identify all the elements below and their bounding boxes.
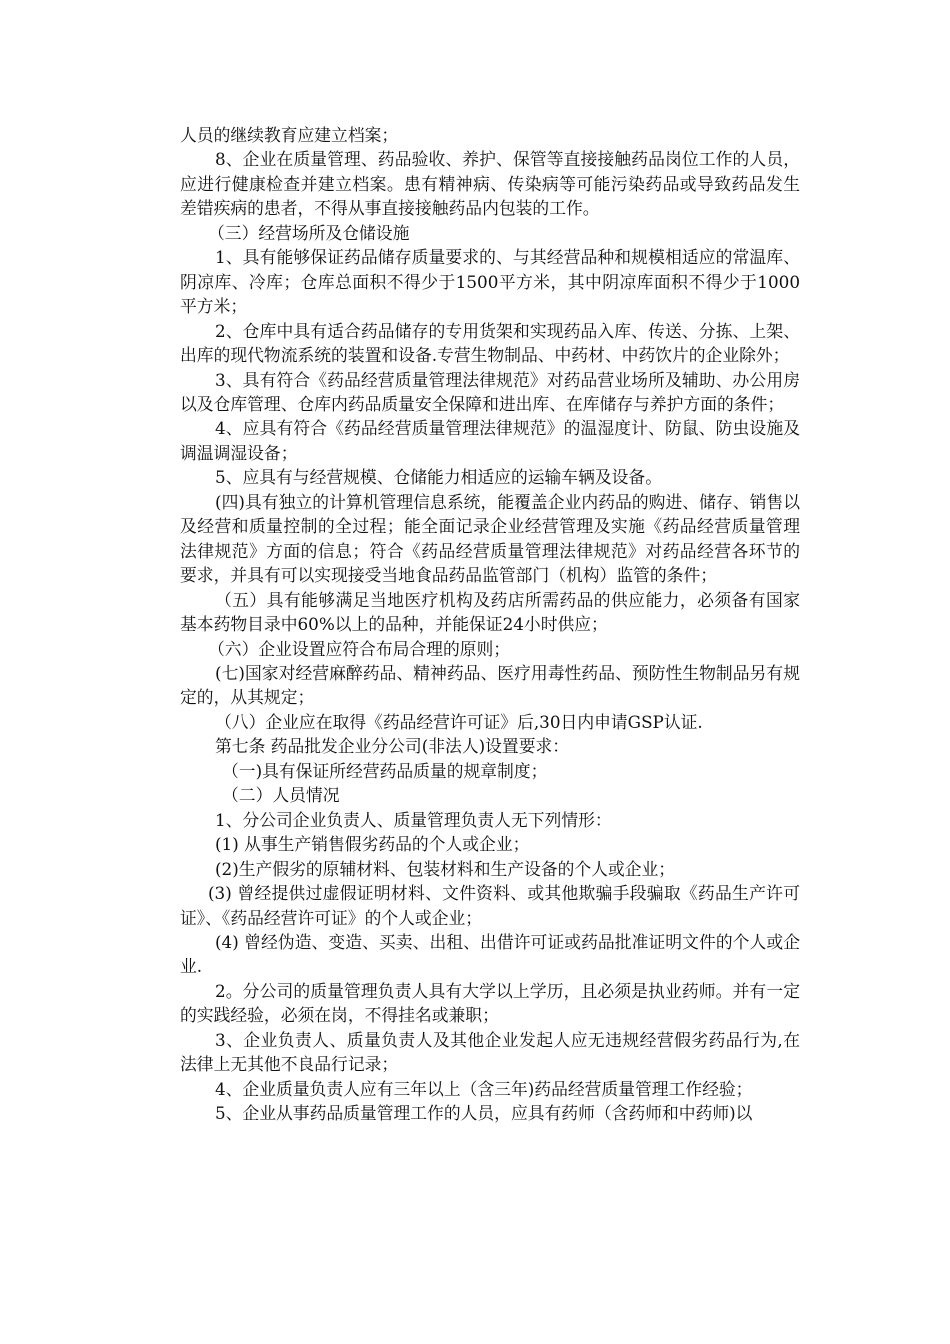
- article-heading-14: 第七条 药品批发企业分公司(非法人)设置要求：: [215, 736, 570, 757]
- paragraph-24: 4、企业质量负责人应有三年以上（含三年)药品经营质量管理工作经验；: [215, 1078, 753, 1099]
- section-heading-16: （二）人员情况: [222, 785, 340, 806]
- paragraph-5: 2、仓库中具有适合药品储存的专用货架和实现药品入库、传送、分拣、上架、出库的现代物流系统的装置和设备.专营生物制品、中药材、中药饮片的企业除外；: [180, 320, 800, 366]
- paragraph-21: (4) 曾经伪造、变造、买卖、出租、出借许可证或药品批准证明文件的个人或企业.: [180, 931, 800, 977]
- paragraph-6: 3、具有符合《药品经营质量管理法律规范》对药品营业场所及辅助、办公用房以及仓库管理、仓库内药品质量安全保障和进出库、在库储存与养护方面的条件；: [180, 369, 800, 414]
- paragraph-4: 1、具有能够保证药品储存质量要求的、与其经营品种和规模相适应的常温库、阴凉库、冷库；仓库总面积不得少于1500平方米，其中阴凉库面积不得少于1000平方米；: [180, 247, 800, 317]
- paragraph-25: 5、企业从事药品质量管理工作的人员，应具有药师（含药师和中药师)以: [215, 1103, 753, 1124]
- paragraph-2: 8、企业在质量管理、药品验收、养护、保管等直接接触药品岗位工作的人员，应进行健康检查并建立档案。患有精神病、传染病等可能污染药品或导致药品发生差错疾病的患者，不得从事直接接触药品内包装的工作。: [180, 149, 800, 219]
- paragraph-1: 人员的继续教育应建立档案；: [180, 125, 399, 145]
- paragraph-7: 4、应具有符合《药品经营质量管理法律规范》的温湿度计、防鼠、防虫设施及调温调湿设备；: [180, 418, 800, 463]
- paragraph-10: （五）具有能够满足当地医疗机构及药店所需药品的供应能力，必须备有国家基本药物目录中60%以上的品种，并能保证24小时供应；: [180, 589, 800, 635]
- paragraph-15: （一)具有保证所经营药品质量的规章制度；: [222, 760, 548, 781]
- paragraph-17: 1、分公司企业负责人、质量管理负责人无下列情形：: [215, 809, 612, 830]
- document-body: [180, 123, 800, 1126]
- paragraph-23: 3、企业负责人、质量负责人及其他企业发起人应无违规经营假劣药品行为,在法律上无其他不良品行记录；: [180, 1029, 800, 1075]
- paragraph-8: 5、应具有与经营规模、仓储能力相适应的运输车辆及设备。: [215, 467, 662, 488]
- paragraph-9: (四)具有独立的计算机管理信息系统，能覆盖企业内药品的购进、储存、销售以及经营和质量控制的全过程；能全面记录企业经营管理及实施《药品经营质量管理法律规范》方面的信息；符合《药品经营质量管理法律规范》对药品经营各环节的要求，并具有可以实现接受当地食品药品监管部门（机构）监管的条件；: [180, 491, 800, 586]
- paragraph-19: (2)生产假劣的原辅材料、包装材料和生产设备的个人或企业；: [215, 858, 676, 879]
- section-heading-3: （三）经营场所及仓储设施: [208, 222, 410, 243]
- paragraph-18: (1) 从事生产销售假劣药品的个人或企业；: [215, 834, 530, 855]
- paragraph-22: 2。分公司的质量管理负责人具有大学以上学历，且必须是执业药师。并有一定的实践经验，必须在岗，不得挂名或兼职；: [180, 980, 800, 1026]
- paragraph-12: (七)国家对经营麻醉药品、精神药品、医疗用毒性药品、预防性生物制品另有规定的，从其规定；: [180, 662, 800, 708]
- paragraph-20: (3) 曾经提供过虚假证明材料、文件资料、或其他欺骗手段骗取《药品生产许可证》、《药品经营许可证》的个人或企业；: [180, 883, 800, 928]
- paragraph-11: （六）企业设置应符合布局合理的原则；: [208, 638, 511, 659]
- paragraph-13: （八）企业应在取得《药品经营许可证》后,30日内申请GSP认证.: [215, 711, 703, 732]
